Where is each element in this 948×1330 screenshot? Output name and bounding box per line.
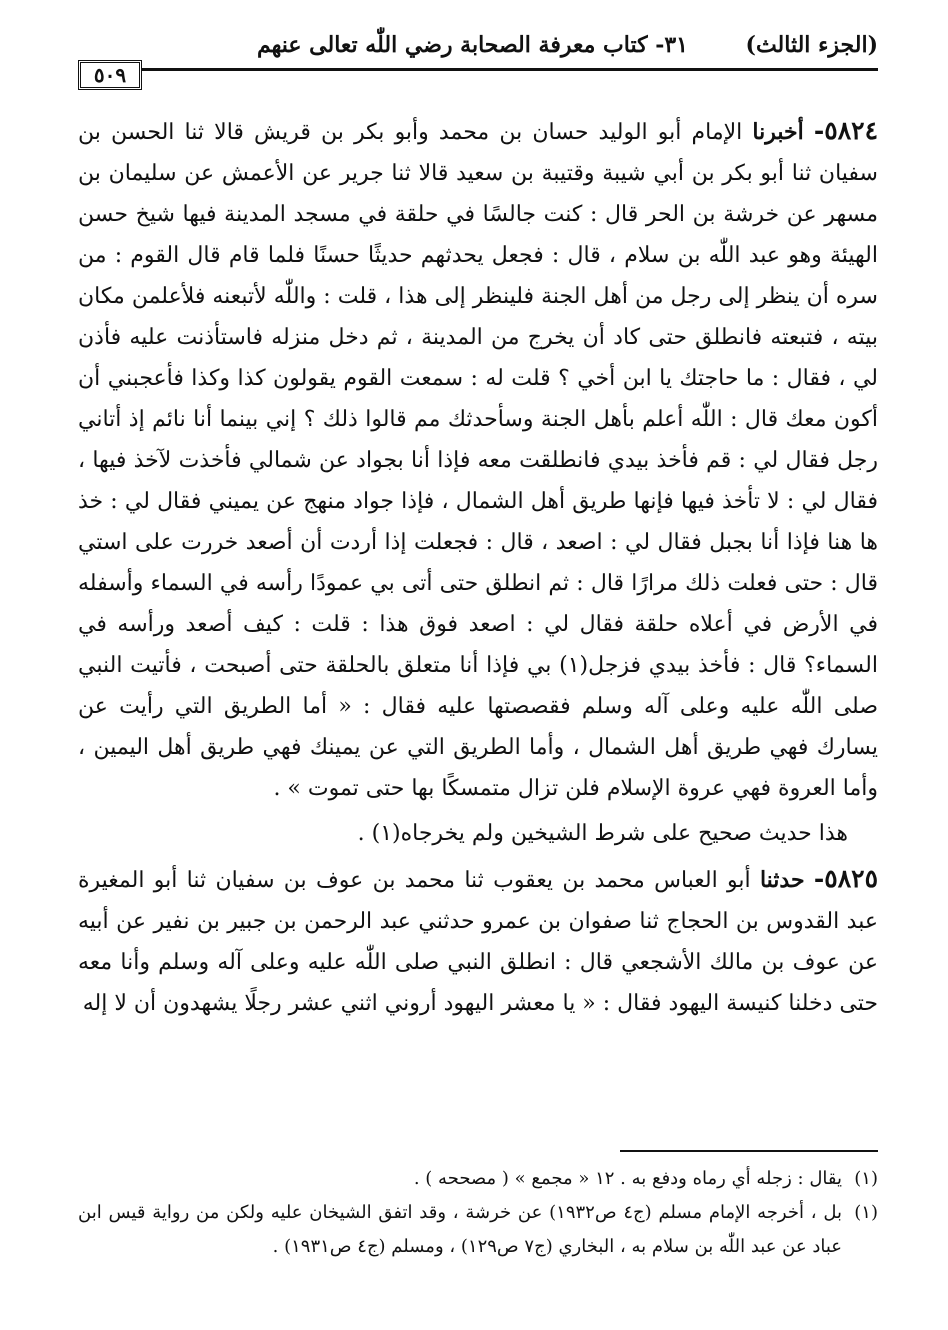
footnote	[78, 1162, 878, 1196]
footnotes	[78, 1162, 878, 1264]
hadith-lead-word: حدثنا	[759, 867, 805, 893]
page-number: ٥٠٩	[78, 60, 142, 90]
hadith-paragraph	[78, 858, 878, 1024]
main-text	[78, 110, 878, 1024]
hadith-text: الإمام أبو الوليد حسان بن محمد وأبو بكر بن قريش قالا ثنا الحسن بن سفيان ثنا أبو بكر بن أبي شيبة وقتيبة بن سعيد قالا ثنا جرير عن الأعمش عن سليمان بن مسهر عن خرشة بن الحر قال : كنت جالسًا في حلقة في مسجد المدينة فيها شيخ حسن الهيئة وهو عبد اللّٰه بن سلام ، قال : فجعل يحدثهم حديثًا حسنًا فلما قام قال القوم : من سره أن ينظر إلى رجل من أهل الجنة فلينظر إلى هذا ، قلت : واللّٰه لأتبعنه فلأعلمن مكان بيته ، فتبعته فانطلق حتى كاد أن يخرج من المدينة ، ثم دخل منزله فاستأذنت عليه فأذن لي ، فقال : ما حاجتك يا ابن أخي ؟ قلت له : سمعت القوم يقولون كذا وكذا فأعجبني أن أكون معك قال : اللّٰه أعلم بأهل الجنة وسأحدثك مم قالوا ذلك ؟ إني بينما أنا نائم إذ أتاني رجل فقال لي : قم فأخذ بيدي فانطلقت معه فإذا أنا بجواد عن شمالي فأخذت لآخذ فيها ، فقال لي : لا تأخذ فيها فإنها طريق أهل الشمال ، فإذا جواد منهج عن يميني فقال لي : خذ ها هنا فإذا أنا بجبل فقال لي : اصعد ، قال : فجعلت إذا أردت أن أصعد خررت على استي قال : حتى فعلت ذلك مرارًا قال : ثم انطلق حتى أتى بي عمودًا رأسه في السماء وأسفله في الأرض في أعلاه حلقة فقال لي : اصعد فوق هذا : قلت : كيف أصعد ورأسه في السماء؟ قال : فأخذ بيدي فزجل(١) بي فإذا أنا متعلق بالحلقة حتى أصبحت ، فأتيت النبي صلى اللّٰه عليه وعلى آله وسلم فقصصتها عليه فقال : « أما الطريق التي رأيت عن يسارك فهي طريق أهل الشمال ، وأما الطريق التي عن يمينك فهي طريق أهل اليمين ، وأما العروة فهي عروة الإسلام فلن تزال متمسكًا بها حتى تموت » .	[78, 120, 878, 801]
header-rule	[138, 68, 878, 71]
hadith-paragraph	[78, 110, 878, 809]
footnote	[78, 1196, 878, 1264]
hadith-number: ٥٨٢٥-	[813, 864, 878, 893]
footnote-rule	[620, 1150, 878, 1152]
footnote-text: يقال : زجله أي رماه ودفع به . ١٢ « مجمع » ( مصححه ) .	[413, 1168, 842, 1189]
hadith-text: أبو العباس محمد بن يعقوب ثنا محمد بن عوف بن سفيان ثنا أبو المغيرة عبد القدوس بن الحجاج ثنا صفوان بن عمرو حدثني عبد الرحمن بن جبير بن نفير عن أبيه عن عوف بن مالك الأشجعي قال : انطلق النبي صلى اللّٰه عليه وعلى آله وسلم وأنا معه حتى دخلنا كنيسة اليهود فقال : « يا معشر اليهود أروني اثني عشر رجلًا يشهدون أن لا إله	[78, 868, 878, 1016]
hadith-grading: هذا حديث صحيح على شرط الشيخين ولم يخرجاه(١) .	[357, 821, 848, 846]
footnote-text: بل ، أخرجه الإمام مسلم (ج٤ ص١٩٣٢) عن خرشة ، وقد اتفق الشيخان عليه ولكن من رواية قيس ابن عباد عن عبد اللّٰه بن سلام به ، البخاري (ج٧ ص١٢٩) ، ومسلم (ج٤ ص١٩٣١) .	[78, 1202, 842, 1257]
footnote-marker: (١)	[854, 1202, 878, 1223]
volume-label: (الجزء الثالث)	[745, 32, 878, 58]
running-header	[78, 28, 878, 68]
hadith-lead-word: أخبرنا	[752, 119, 804, 145]
footnote-marker: (١)	[854, 1168, 878, 1189]
hadith-number: ٥٨٢٤-	[813, 116, 878, 145]
chapter-title: ٣١- كتاب معرفة الصحابة رضي اللّٰه تعالى عنهم	[256, 32, 688, 58]
